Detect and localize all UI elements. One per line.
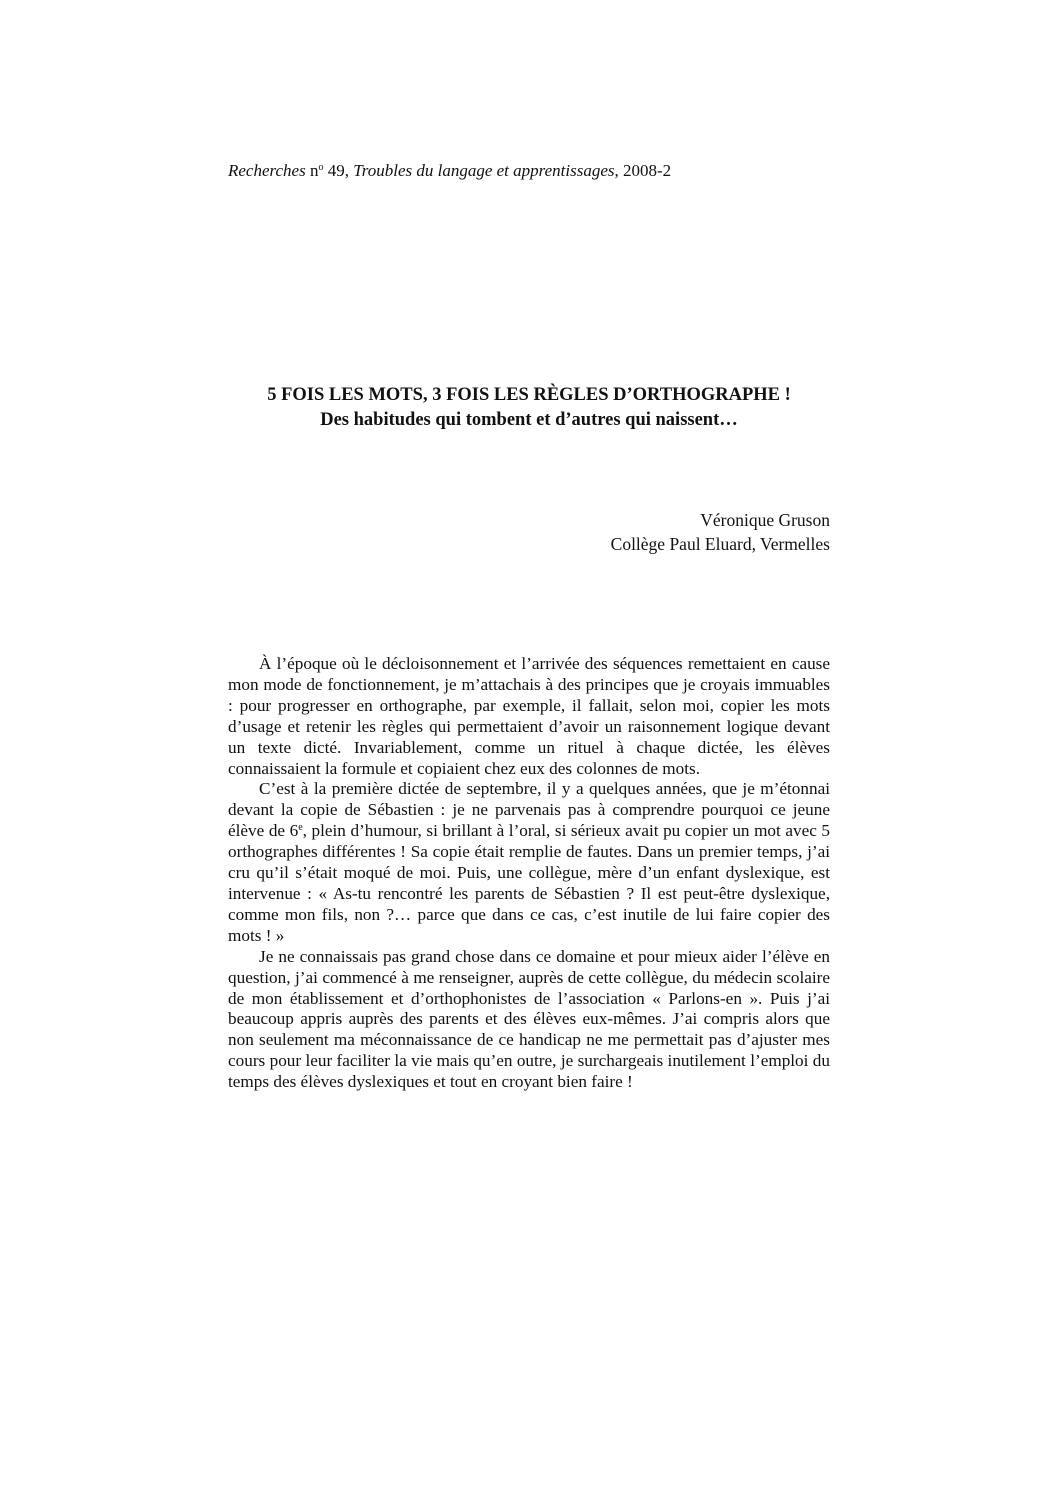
author-name: Véronique Gruson bbox=[700, 510, 830, 530]
author-affiliation: Collège Paul Eluard, Vermelles bbox=[610, 534, 830, 554]
journal-name: Recherches bbox=[228, 161, 306, 180]
article-body bbox=[228, 654, 830, 1093]
article-title: 5 FOIS LES MOTS, 3 FOIS LES RÈGLES D’ORTHOGRAPHE ! bbox=[267, 385, 791, 405]
issue-year: , 2008-2 bbox=[614, 161, 672, 180]
paragraph: Je ne connaissais pas grand chose dans ce domaine et pour mieux aider l’élève en question, j’ai commencé à me renseigner, auprès de cette collègue, du médecin scolaire de mon établissement et d’orthophonistes de l’association « Parlons-en ». Puis j’ai beaucoup appris auprès des parents et des élèves eux-mêmes. J’ai compris alors que non seulement ma méconnaissance de ce handicap ne me permettait pas d’ajuster mes cours pour leur faciliter la vie mais qu’en outre, je surchargeais inutilement l’emploi du temps des élèves dyslexiques et tout en croyant bien faire ! bbox=[228, 946, 830, 1092]
running-header bbox=[228, 160, 671, 182]
issue-number: 49, bbox=[323, 161, 354, 180]
ordinal-suffix: e bbox=[298, 822, 303, 834]
issue-number-sign: o bbox=[318, 162, 324, 173]
issue-prefix: n bbox=[305, 161, 319, 180]
issue-theme: Troubles du langage et apprentissages bbox=[353, 161, 615, 180]
article-title-block bbox=[228, 383, 830, 433]
paragraph bbox=[228, 779, 830, 946]
paragraph-text: , plein d’humour, si brillant à l’oral, si sérieux avait pu copier un mot avec 5 orthographes différentes ! Sa copie était remplie de fautes. Dans un premier temps, j’ai cru qu’il s’était moqué de moi. Puis, une collègue, mère d’un enfant dyslexique, est intervenue : « As-tu rencontré les parents de Sébastien ? Il est peut-être dyslexique, comme mon fils, non ?… parce que dans ce cas, c’est inutile de lui faire copier des mots ! » bbox=[228, 821, 831, 945]
byline bbox=[611, 508, 830, 556]
paragraph-text: C’est à la première dictée de septembre, il y a quelques années, que je m’étonnai devant la copie de Sébastien : je ne parvenais pas à comprendre pourquoi ce jeune élève de 6 bbox=[228, 779, 830, 841]
paragraph: À l’époque où le décloisonnement et l’arrivée des séquences remettaient en cause mon mode de fonctionnement, je m’attachais à des principes que je croyais immuables : pour progresser en orthographe, par exemple, il fallait, selon moi, copier les mots d’usage et retenir les règles qui permettaient d’avoir un raisonnement logique devant un texte dicté. Invariablement, comme un rituel à chaque dictée, les élèves connaissaient la formule et copiaient chez eux des colonnes de mots. bbox=[228, 654, 830, 778]
article-subtitle: Des habitudes qui tombent et d’autres qui naissent… bbox=[320, 410, 738, 430]
